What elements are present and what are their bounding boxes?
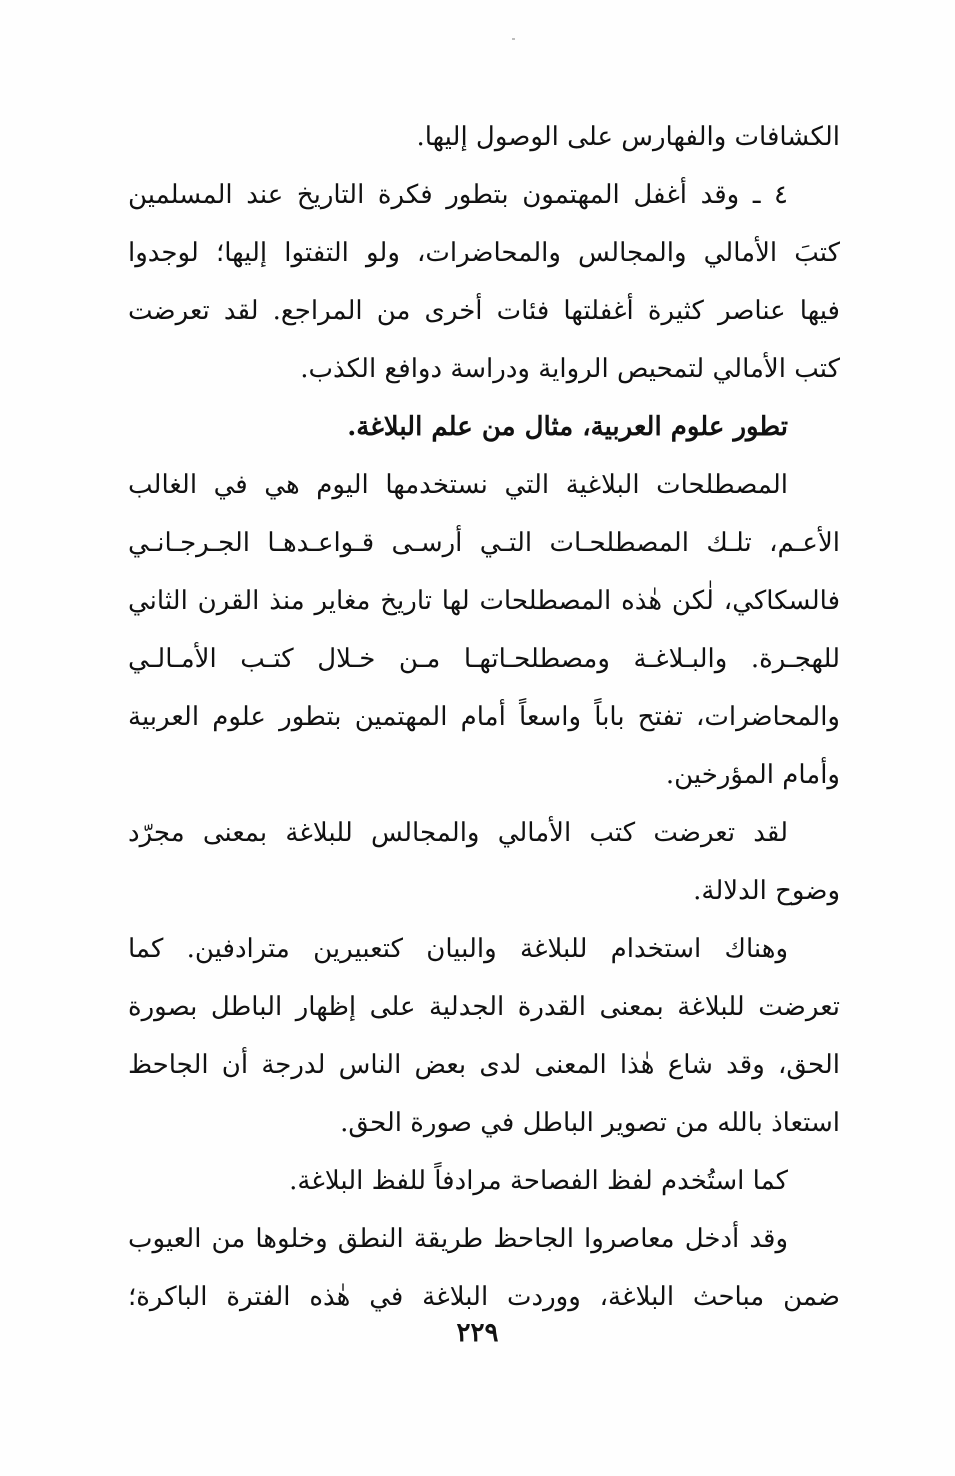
text-line: لقد تعرضت كتب الأمالي والمجالس للبلاغة بمعنى مجرّد <box>128 818 788 848</box>
page-body <box>128 108 840 1326</box>
text-line: تعرضت للبلاغة بمعنى القدرة الجدلية على إظهار الباطل بصورة <box>128 992 840 1022</box>
text-line: ضمن مباحث البلاغة، ووردت البلاغة في هٰذه الفترة الباكرة؛ <box>128 1282 840 1312</box>
section-heading: تطور علوم العربية، مثال من علم البلاغة. <box>347 412 788 442</box>
text-line: وأمام المؤرخين. <box>665 760 840 790</box>
text-line: وضوح الدلالة. <box>693 876 840 906</box>
text-line: فيها عناصر كثيرة أغفلتها فئات أخرى من المراجع. لقد تعرضت <box>128 296 840 326</box>
text-line: كتبَ الأمالي والمجالس والمحاضرات، ولو التفتوا إليها؛ لوجدوا <box>128 238 840 268</box>
text-line: كتب الأمالي لتمحيص الرواية ودراسة دوافع الكذب. <box>300 354 840 384</box>
scan-speck <box>512 38 515 40</box>
text-line: استعاذ بالله من تصوير الباطل في صورة الحق. <box>340 1108 840 1138</box>
text-line: فالسكاكي، لٰكن هٰذه المصطلحات لها تاريخ مغاير منذ القرن الثاني <box>128 586 840 616</box>
text-line: وهناك استخدام للبلاغة والبيان كتعبيرين مترادفين. كما <box>128 934 788 964</box>
page-number: ٢٢٩ <box>456 1318 499 1348</box>
text-line: وقد أدخل معاصروا الجاحظ طريقة النطق وخلوها من العيوب <box>128 1224 788 1254</box>
text-line: الكشافات والفهارس على الوصول إليها. <box>416 122 840 152</box>
text-line: ٤ ـ وقد أغفل المهتمون بتطور فكرة التاريخ عند المسلمين <box>128 180 788 210</box>
text-line: كما استُخدم لفظ الفصاحة مرادفاً للفظ البلاغة. <box>289 1166 788 1196</box>
text-line: الحق، وقد شاع هٰذا المعنى لدى بعض الناس لدرجة أن الجاحظ <box>128 1050 840 1080</box>
text-line: الأعـم، تلـك المصطلحـات التـي أرسـى قـواعـدهـا الجـرجـانـي <box>128 528 840 558</box>
text-line: للهجـرة. والبـلاغـة ومصطلحـاتهـا مـن خـلال كتـب الأمـالـي <box>128 644 840 674</box>
text-line: المصطلحات البلاغية التي نستخدمها اليوم هي في الغالب <box>128 470 788 500</box>
text-line: والمحاضرات، تفتح باباً واسعاً أمام المهتمين بتطور علوم العربية <box>128 702 840 732</box>
